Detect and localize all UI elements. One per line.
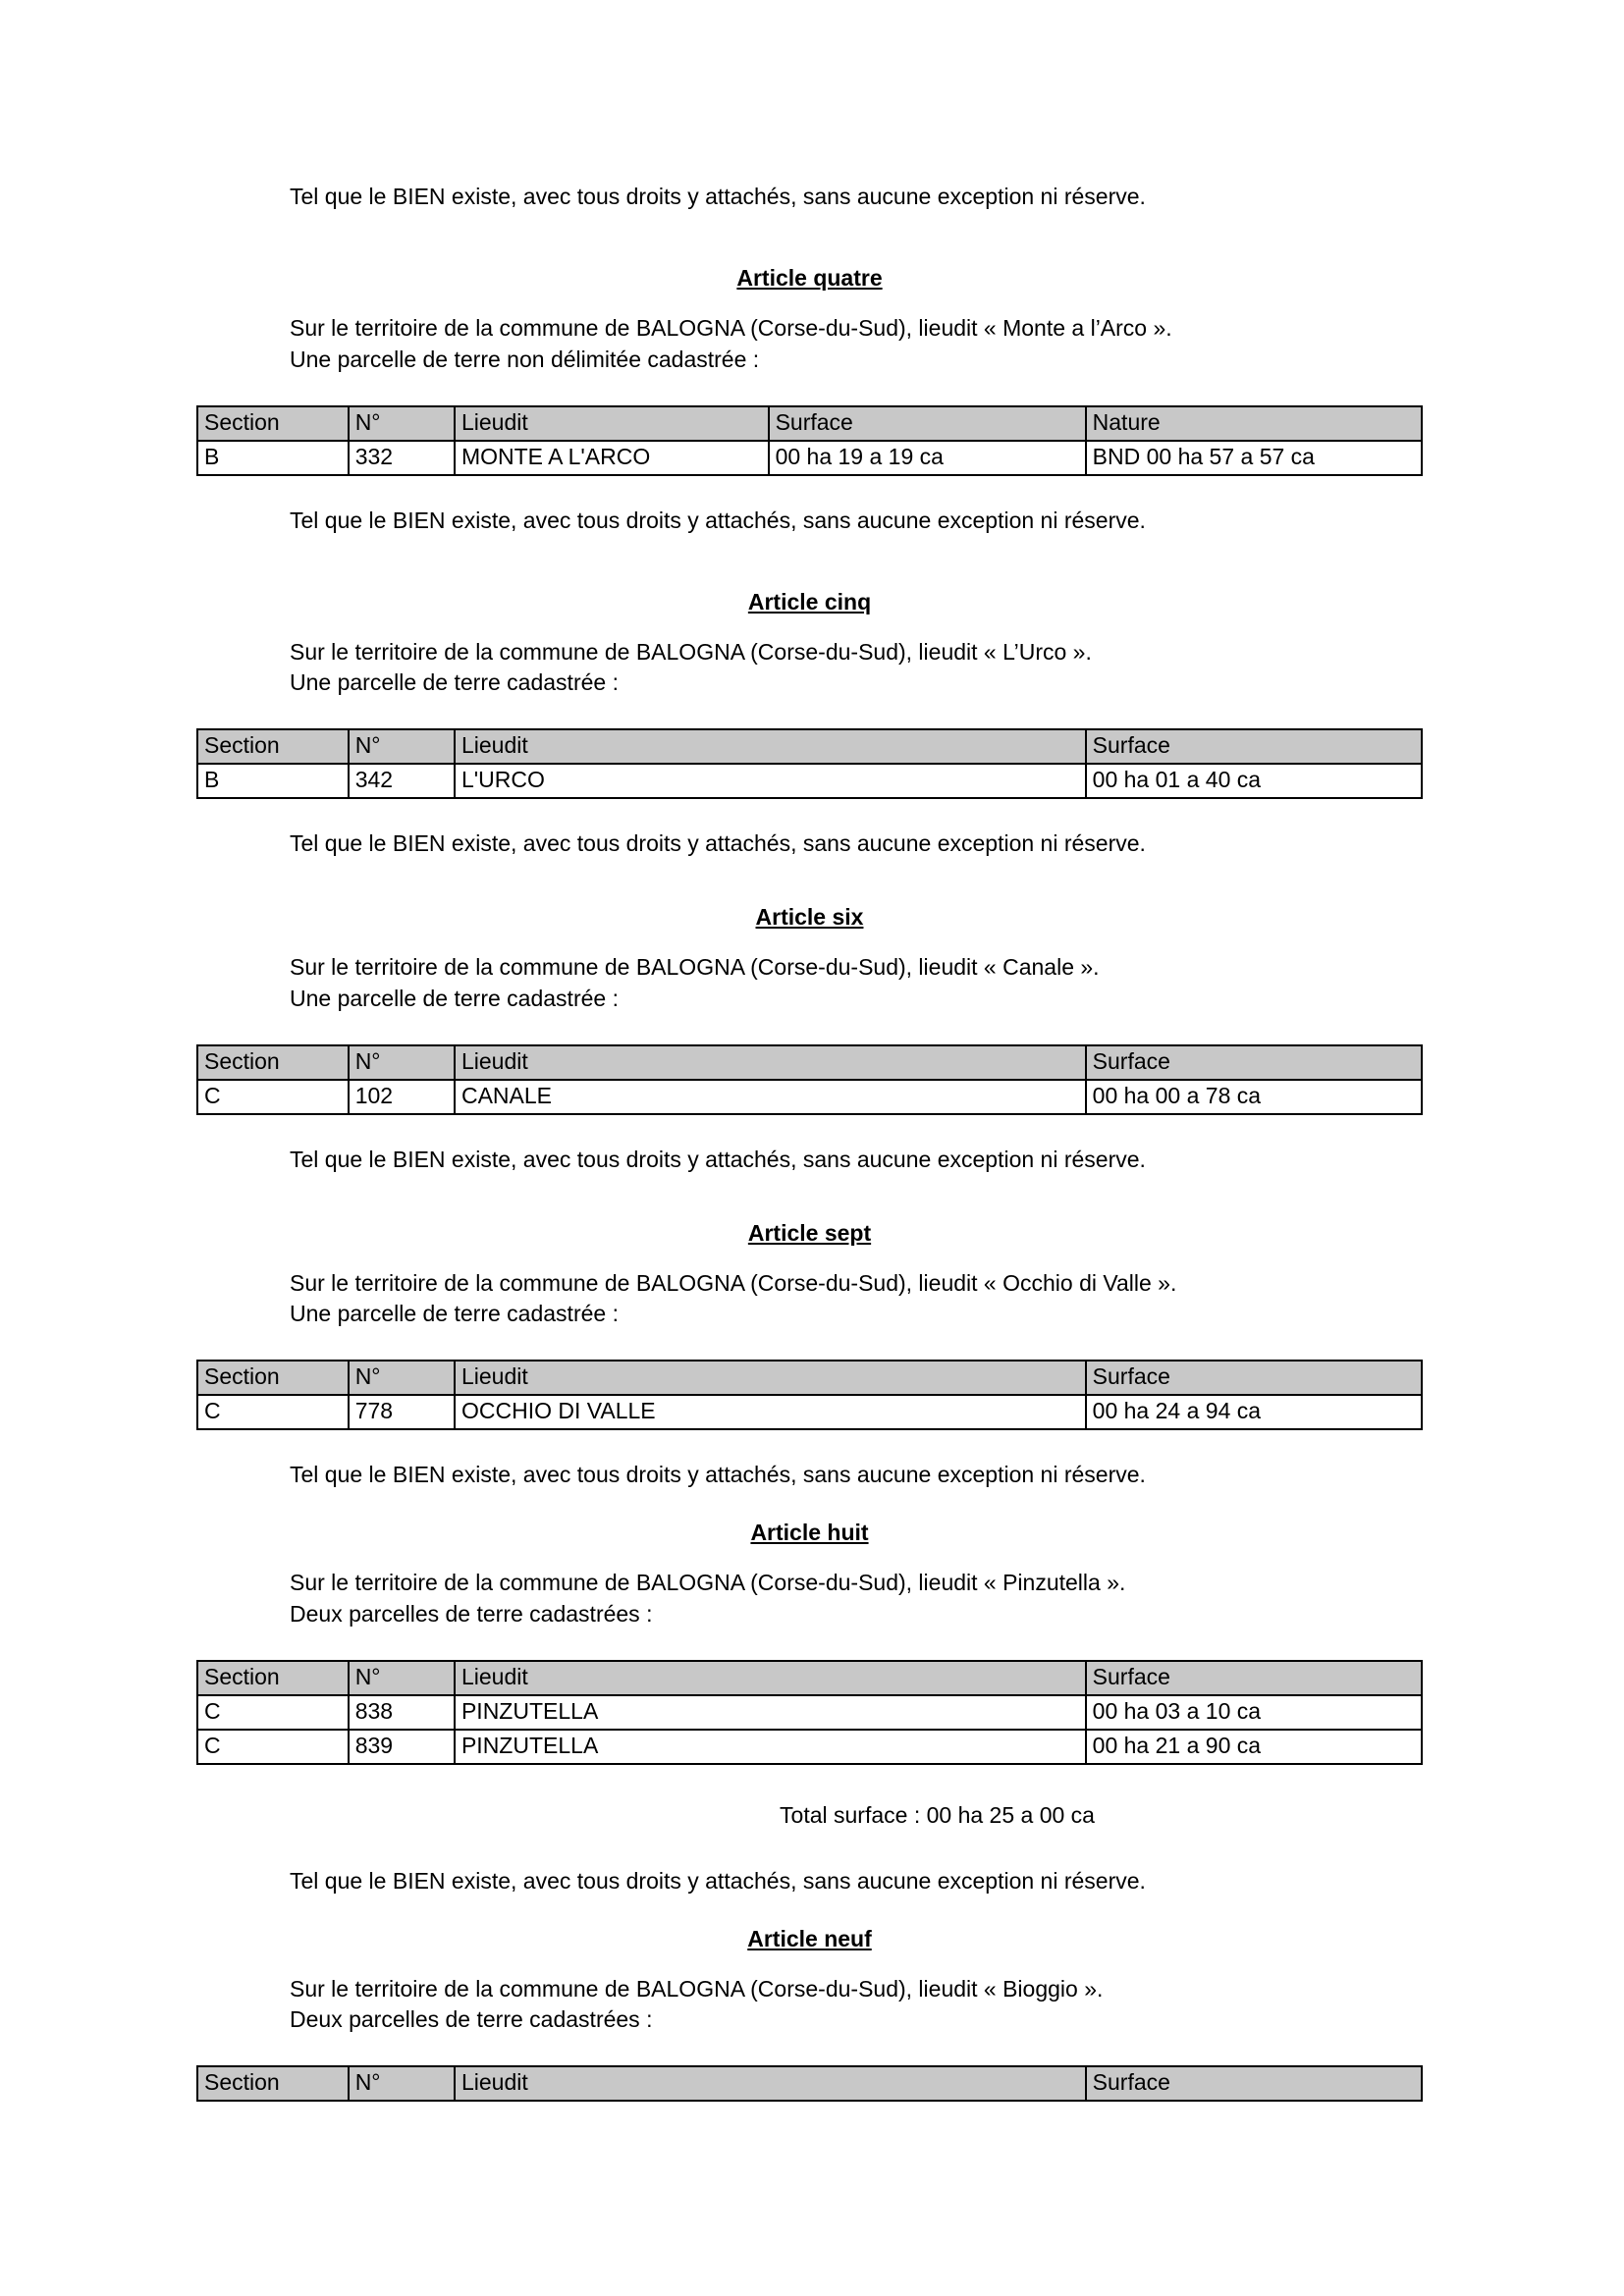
cell-nature: BND 00 ha 57 a 57 ca <box>1086 441 1422 475</box>
article-cinq-line2: Une parcelle de terre cadastrée : <box>290 669 619 696</box>
cell-lieudit: PINZUTELLA <box>455 1695 1086 1730</box>
cadastre-table-quatre <box>196 405 1423 476</box>
table-row <box>197 1695 1422 1730</box>
article-sept-description <box>290 1268 1423 1330</box>
cell-surface: 00 ha 24 a 94 ca <box>1086 1395 1422 1429</box>
column-header-lieudit: Lieudit <box>455 1361 1086 1395</box>
cell-lieudit: CANALE <box>455 1080 1086 1114</box>
cell-lieudit: L'URCO <box>455 764 1086 798</box>
article-six-clause: Tel que le BIEN existe, avec tous droits y attachés, sans aucune exception ni réserve. <box>290 1146 1146 1172</box>
table-row <box>197 441 1422 475</box>
cell-numero: 102 <box>349 1080 455 1114</box>
table-header-row <box>197 2066 1422 2101</box>
cell-numero: 838 <box>349 1695 455 1730</box>
article-quatre-line1: Sur le territoire de la commune de BALOGNA (Corse-du-Sud), lieudit « Monte a l’Arco ». <box>290 315 1172 342</box>
article-heading-quatre: Article quatre <box>736 265 883 292</box>
table-row <box>197 1730 1422 1764</box>
article-neuf-line2: Deux parcelles de terre cadastrées : <box>290 2006 653 2033</box>
cell-lieudit: OCCHIO DI VALLE <box>455 1395 1086 1429</box>
article-heading-six: Article six <box>755 904 864 931</box>
cadastre-table-six <box>196 1044 1423 1115</box>
table-header-row <box>197 1045 1422 1080</box>
article-heading-neuf: Article neuf <box>747 1925 872 1951</box>
cell-numero: 778 <box>349 1395 455 1429</box>
intro-clause: Tel que le BIEN existe, avec tous droits y attachés, sans aucune exception ni réserve. <box>290 184 1146 209</box>
cell-section: C <box>197 1395 349 1429</box>
cell-lieudit: MONTE A L'ARCO <box>455 441 769 475</box>
cell-surface: 00 ha 01 a 40 ca <box>1086 764 1422 798</box>
article-quatre-description <box>290 313 1423 375</box>
cell-surface: 00 ha 19 a 19 ca <box>769 441 1086 475</box>
column-header-surface: Surface <box>769 406 1086 441</box>
article-six-line2: Une parcelle de terre cadastrée : <box>290 985 619 1011</box>
article-heading-sept: Article sept <box>747 1219 872 1246</box>
cell-numero: 332 <box>349 441 455 475</box>
column-header-numero: N° <box>349 406 455 441</box>
article-huit-clause: Tel que le BIEN existe, avec tous droits y attachés, sans aucune exception ni réserve. <box>290 1867 1146 1894</box>
column-header-numero: N° <box>349 2066 455 2101</box>
table-row <box>197 1080 1422 1114</box>
column-header-surface: Surface <box>1086 1661 1422 1695</box>
article-six-line1: Sur le territoire de la commune de BALOGNA (Corse-du-Sud), lieudit « Canale ». <box>290 954 1100 981</box>
column-header-numero: N° <box>349 1361 455 1395</box>
cell-numero: 342 <box>349 764 455 798</box>
column-header-surface: Surface <box>1086 729 1422 764</box>
article-quatre-line2: Une parcelle de terre non délimitée cadastrée : <box>290 346 760 372</box>
cell-surface: 00 ha 03 a 10 ca <box>1086 1695 1422 1730</box>
cell-surface: 00 ha 21 a 90 ca <box>1086 1730 1422 1764</box>
column-header-nature: Nature <box>1086 406 1422 441</box>
article-sept-line2: Une parcelle de terre cadastrée : <box>290 1301 619 1327</box>
article-heading-cinq: Article cinq <box>747 588 872 614</box>
column-header-section: Section <box>197 406 349 441</box>
column-header-lieudit: Lieudit <box>455 1661 1086 1695</box>
column-header-lieudit: Lieudit <box>455 2066 1086 2101</box>
table-header-row <box>197 729 1422 764</box>
cell-section: C <box>197 1695 349 1730</box>
article-six-description <box>290 952 1423 1014</box>
article-neuf-line1: Sur le territoire de la commune de BALOGNA (Corse-du-Sud), lieudit « Bioggio ». <box>290 1975 1104 2002</box>
article-cinq-description <box>290 637 1423 699</box>
column-header-section: Section <box>197 1045 349 1080</box>
column-header-section: Section <box>197 1661 349 1695</box>
column-header-lieudit: Lieudit <box>455 406 769 441</box>
column-header-surface: Surface <box>1086 1045 1422 1080</box>
article-cinq-clause: Tel que le BIEN existe, avec tous droits y attachés, sans aucune exception ni réserve. <box>290 830 1146 857</box>
cell-section: B <box>197 441 349 475</box>
column-header-section: Section <box>197 2066 349 2101</box>
cell-section: C <box>197 1730 349 1764</box>
cell-section: B <box>197 764 349 798</box>
table-header-row <box>197 1361 1422 1395</box>
article-huit-description <box>290 1568 1423 1629</box>
table-header-row <box>197 406 1422 441</box>
article-cinq-line1: Sur le territoire de la commune de BALOGNA (Corse-du-Sud), lieudit « L’Urco ». <box>290 638 1092 665</box>
total-surface-line: Total surface : 00 ha 25 a 00 ca <box>780 1801 1095 1828</box>
article-sept-line1: Sur le territoire de la commune de BALOGNA (Corse-du-Sud), lieudit « Occhio di Valle ». <box>290 1269 1177 1296</box>
column-header-lieudit: Lieudit <box>455 729 1086 764</box>
cell-section: C <box>197 1080 349 1114</box>
cadastre-table-sept <box>196 1360 1423 1430</box>
table-row <box>197 1395 1422 1429</box>
article-huit-line1: Sur le territoire de la commune de BALOGNA (Corse-du-Sud), lieudit « Pinzutella ». <box>290 1570 1126 1596</box>
column-header-surface: Surface <box>1086 1361 1422 1395</box>
column-header-section: Section <box>197 1361 349 1395</box>
cell-surface: 00 ha 00 a 78 ca <box>1086 1080 1422 1114</box>
cadastre-table-neuf <box>196 2065 1423 2102</box>
cell-lieudit: PINZUTELLA <box>455 1730 1086 1764</box>
article-sept-clause: Tel que le BIEN existe, avec tous droits y attachés, sans aucune exception ni réserve. <box>290 1462 1146 1488</box>
article-heading-huit: Article huit <box>750 1520 869 1546</box>
column-header-section: Section <box>197 729 349 764</box>
table-header-row <box>197 1661 1422 1695</box>
article-neuf-description <box>290 1974 1423 2036</box>
cadastre-table-huit <box>196 1660 1423 1765</box>
column-header-numero: N° <box>349 1661 455 1695</box>
cadastre-table-cinq <box>196 728 1423 799</box>
column-header-numero: N° <box>349 729 455 764</box>
cell-numero: 839 <box>349 1730 455 1764</box>
table-row <box>197 764 1422 798</box>
column-header-lieudit: Lieudit <box>455 1045 1086 1080</box>
column-header-surface: Surface <box>1086 2066 1422 2101</box>
article-quatre-clause: Tel que le BIEN existe, avec tous droits y attachés, sans aucune exception ni réserve. <box>290 507 1146 533</box>
article-huit-line2: Deux parcelles de terre cadastrées : <box>290 1600 653 1627</box>
column-header-numero: N° <box>349 1045 455 1080</box>
